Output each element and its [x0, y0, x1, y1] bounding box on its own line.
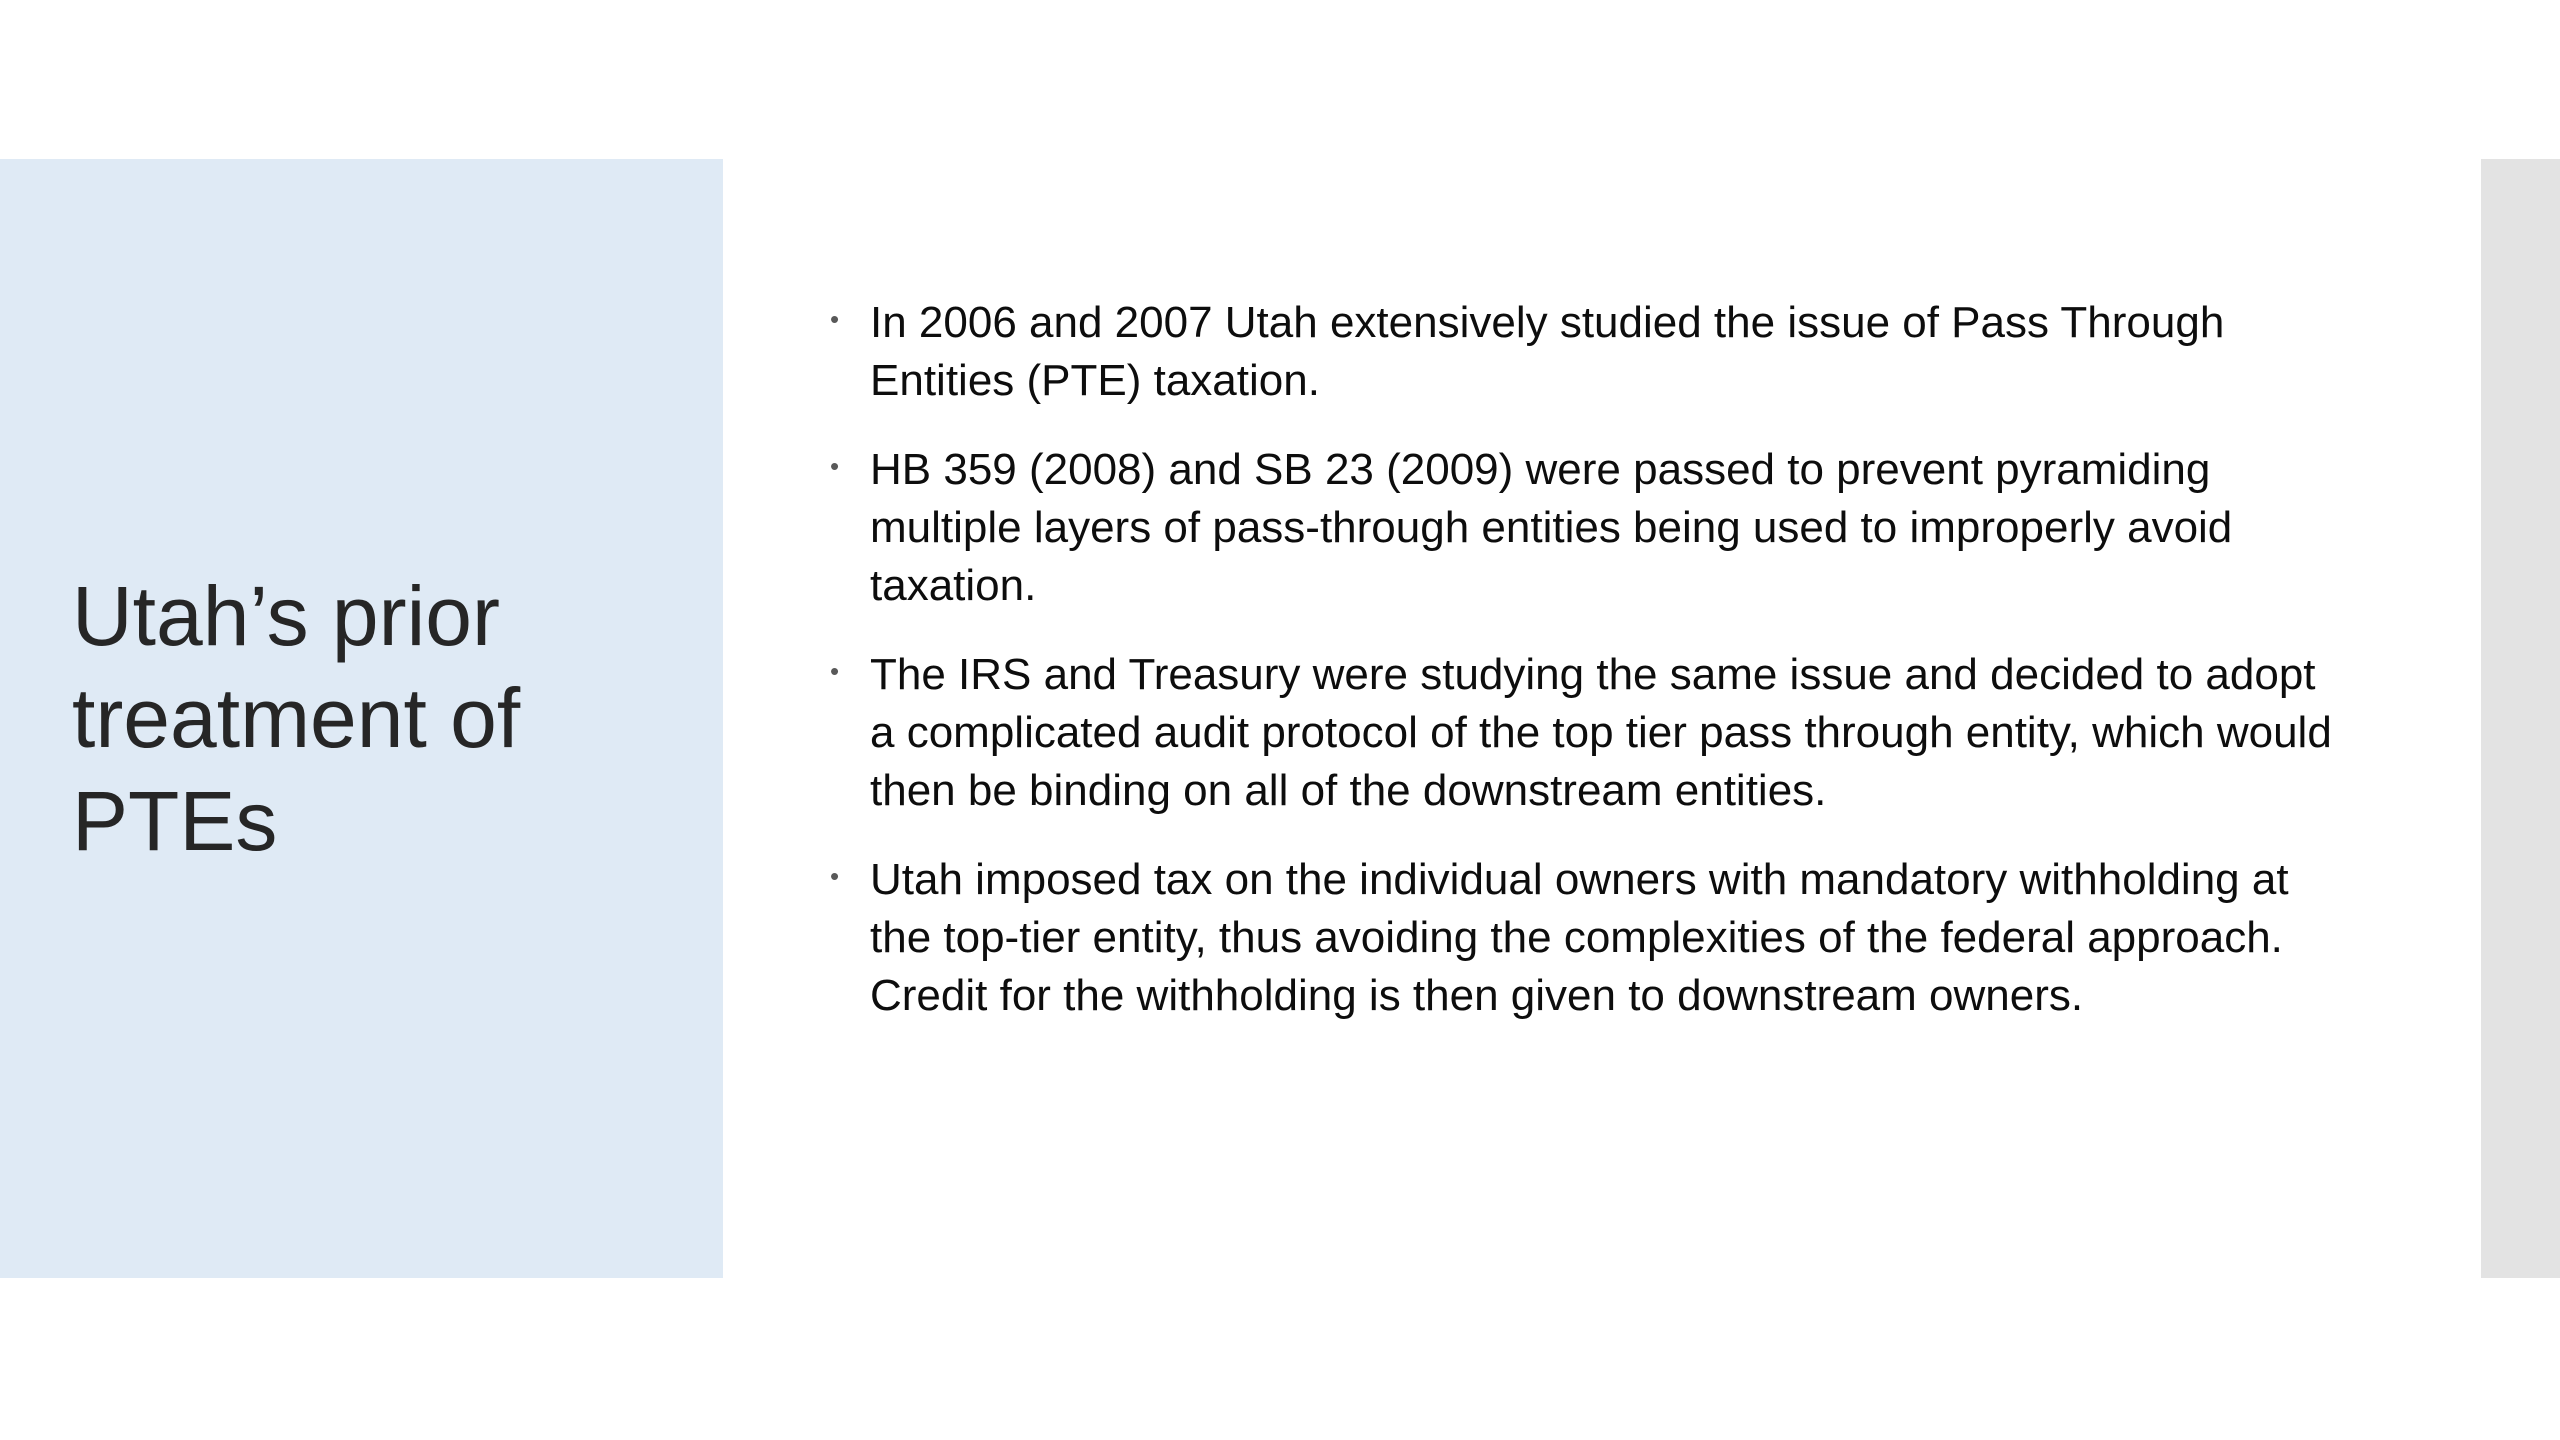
- slide-title-line-1: Utah’s prior: [72, 568, 500, 663]
- bullet-list: [830, 294, 2350, 1056]
- bullet-item: [830, 441, 2350, 615]
- bullet-text: HB 359 (2008) and SB 23 (2009) were passed to prevent pyramiding multiple layers of pass-through entities being used to improperly avoid taxation.: [870, 445, 2233, 610]
- bullet-item: [830, 851, 2350, 1025]
- bullet-dot-icon: •: [830, 451, 840, 481]
- bullet-dot-icon: •: [830, 861, 840, 891]
- slide-title-line-3: PTEs: [72, 773, 278, 868]
- slide: [0, 159, 2560, 1278]
- bullet-item: [830, 294, 2350, 410]
- slide-title-line-2: treatment of: [72, 671, 521, 766]
- bullet-text: The IRS and Treasury were studying the same issue and decided to adopt a complicated audit protocol of the top tier pass through entity, which would then be binding on all of the downstream entities.: [870, 650, 2332, 815]
- bullet-dot-icon: •: [830, 304, 840, 334]
- bullet-text: In 2006 and 2007 Utah extensively studied the issue of Pass Through Entities (PTE) taxation.: [870, 298, 2225, 405]
- bullet-item: [830, 646, 2350, 820]
- slide-title: [72, 159, 692, 1278]
- right-accent-strip: [2481, 159, 2560, 1278]
- bullet-text: Utah imposed tax on the individual owners with mandatory withholding at the top-tier entity, thus avoiding the complexities of the federal approach. Credit for the withholding is then given to downstream owners.: [870, 855, 2289, 1020]
- bullet-dot-icon: •: [830, 656, 840, 686]
